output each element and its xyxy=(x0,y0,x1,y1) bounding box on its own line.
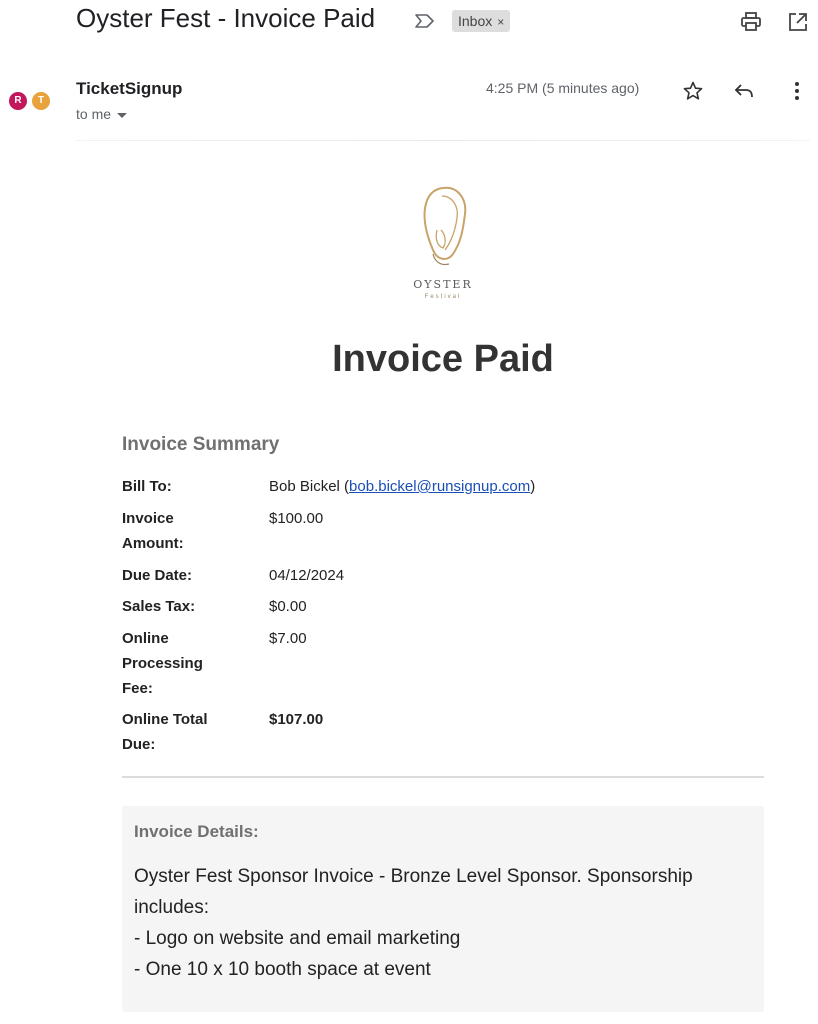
invoice-details-line: - Logo on website and email marketing xyxy=(134,928,461,949)
label-arrow-icon[interactable] xyxy=(414,12,436,30)
email-subject: Oyster Fest - Invoice Paid xyxy=(76,3,376,33)
total-due-label-line: Online Total xyxy=(122,711,208,728)
processing-fee-label-line: Processing xyxy=(122,655,203,672)
due-date-value: 04/12/2024 xyxy=(269,567,345,584)
avatar: R xyxy=(8,91,28,111)
processing-fee-value: $7.00 xyxy=(269,630,307,647)
email-timestamp: 4:25 PM (5 minutes ago) xyxy=(486,80,640,96)
invoice-details-line: Oyster Fest Sponsor Invoice - Bronze Level Sponsor. Sponsorship xyxy=(134,866,693,887)
open-in-new-icon[interactable] xyxy=(786,10,810,34)
bill-to-email-link[interactable]: bob.bickel@runsignup.com xyxy=(349,478,531,495)
invoice-details-line: includes: xyxy=(134,897,209,918)
bill-to-name: Bob Bickel ( xyxy=(269,478,350,495)
invoice-amount-value: $100.00 xyxy=(269,510,324,527)
bill-to-label: Bill To: xyxy=(122,478,172,495)
total-due-label-line: Due: xyxy=(122,736,156,753)
logo-wordmark: OYSTER xyxy=(413,278,473,291)
logo-subtitle: Festival xyxy=(424,294,462,300)
summary-divider xyxy=(122,776,764,778)
total-due-label xyxy=(122,707,232,757)
chevron-down-icon[interactable] xyxy=(117,113,127,118)
recipient-text: to me xyxy=(76,106,112,122)
remove-label-icon[interactable]: × xyxy=(497,15,505,29)
sender-name[interactable]: TicketSignup xyxy=(76,79,183,98)
sales-tax-value: $0.00 xyxy=(269,598,307,615)
invoice-details-heading: Invoice Details: xyxy=(134,822,259,841)
recipient-details[interactable] xyxy=(76,106,127,122)
invoice-amount-label xyxy=(122,506,232,556)
due-date-label: Due Date: xyxy=(122,567,193,584)
content-divider xyxy=(76,140,810,141)
processing-fee-label xyxy=(122,626,232,701)
processing-fee-label-line: Fee: xyxy=(122,680,153,697)
inbox-label-text: Inbox xyxy=(458,13,493,29)
bill-to-value xyxy=(269,474,535,499)
sales-tax-label: Sales Tax: xyxy=(122,598,196,615)
reply-icon[interactable] xyxy=(732,79,756,103)
page-title: Invoice Paid xyxy=(332,338,554,380)
total-due-value: $107.00 xyxy=(269,711,324,728)
invoice-summary-heading: Invoice Summary xyxy=(122,434,280,455)
star-icon[interactable] xyxy=(681,79,705,103)
invoice-amount-label-line: Amount: xyxy=(122,535,184,552)
invoice-details-line: - One 10 x 10 booth space at event xyxy=(134,959,431,980)
inbox-label-chip[interactable] xyxy=(452,10,510,32)
invoice-amount-label-line: Invoice xyxy=(122,510,174,527)
more-vertical-icon[interactable] xyxy=(785,79,809,103)
processing-fee-label-line: Online xyxy=(122,630,169,647)
print-icon[interactable] xyxy=(739,10,763,34)
avatar: T xyxy=(31,91,51,111)
bill-to-close-paren: ) xyxy=(530,478,536,495)
